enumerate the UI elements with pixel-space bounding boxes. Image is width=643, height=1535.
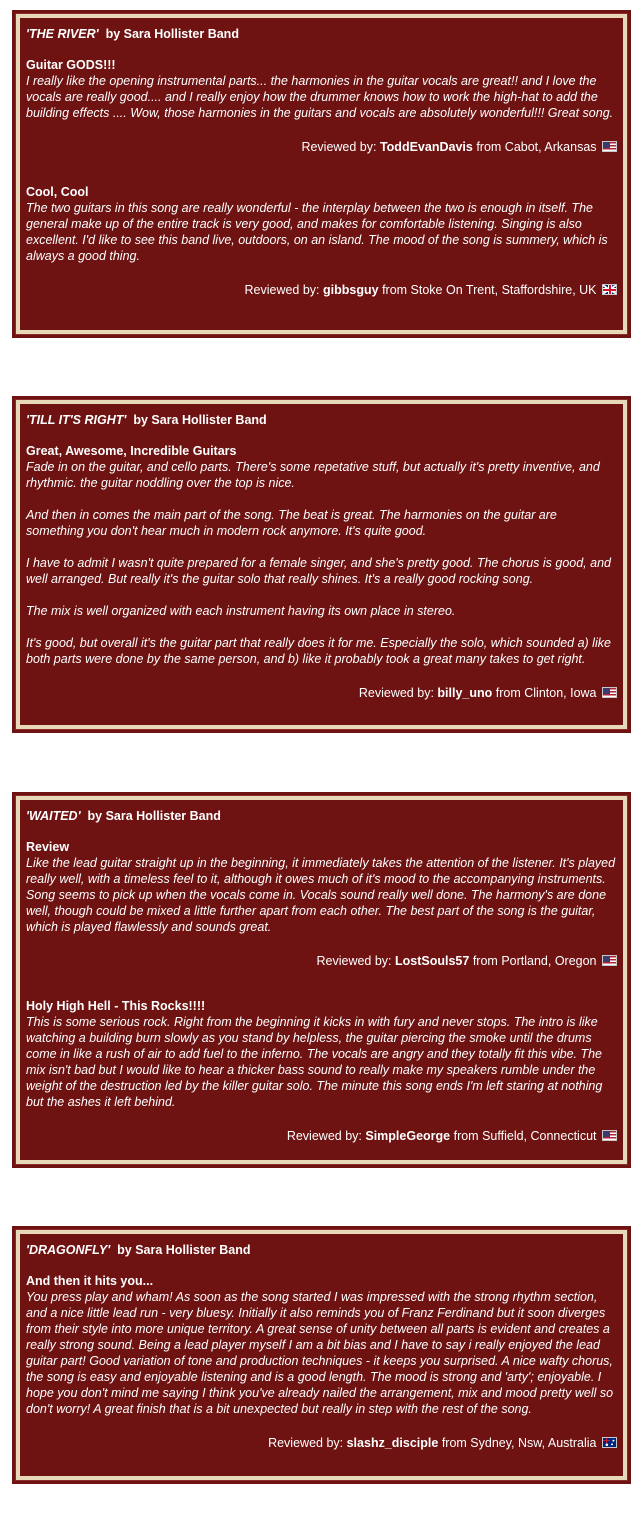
review-title: Cool, Cool [26, 185, 89, 199]
song-review-card [12, 10, 631, 338]
reviewer-name[interactable]: slashz_disciple [346, 1436, 439, 1450]
reviewer-line [26, 1128, 617, 1144]
review-paragraph: Fade in on the guitar, and cello parts. There's some repetative stuff, but actually it's pretty inventive, and rhythmic. the guitar noddling over the top is nice. [26, 460, 600, 490]
review-body [26, 1289, 617, 1417]
card-header [26, 413, 617, 428]
review [26, 840, 617, 969]
us-flag-icon [602, 1130, 617, 1141]
from-label: from [472, 954, 498, 968]
reviewer-location: Stoke On Trent, Staffordshire, UK [410, 283, 597, 297]
review-paragraph: Like the lead guitar straight up in the beginning, it immediately takes the attention of the listener. It's played really well, with a timeless feel to it, although it owes much of it's mood to the accompanying instruments. Song seems to pick up when the vocals come in. Vocals sound really well done. The harmony's are done well, though could be mixed a little further apart from each other. The best part of the song is the guitar, which is played flawlessly and sounds great. [26, 856, 616, 934]
review-paragraph: The two guitars in this song are really wonderful - the interplay between the two is enough in itself. The general make up of the entire track is very good, and makes for comfortable listening. Singing is also excellent. I'd like to see this band live, outdoors, on an island. The mood of the song is summery, which is always a good thing. [26, 201, 608, 263]
card-frame [16, 796, 627, 1164]
song-review-card [12, 1226, 631, 1484]
us-flag-icon [602, 687, 617, 698]
review-entries [26, 444, 617, 701]
reviewer-line [26, 139, 617, 155]
band-credit: by Sara Hollister Band [117, 1243, 251, 1257]
card-header [26, 27, 617, 42]
review-body [26, 73, 617, 121]
reviewed-by-label: Reviewed by: [286, 1129, 362, 1143]
review-title: Holy High Hell - This Rocks!!!! [26, 999, 206, 1013]
review [26, 444, 617, 701]
reviewer-name[interactable]: billy_uno [437, 686, 493, 700]
from-label: from [495, 686, 521, 700]
reviewed-by-label: Reviewed by: [316, 954, 392, 968]
reviewed-by-label: Reviewed by: [301, 140, 377, 154]
song-review-card [12, 396, 631, 733]
reviewer-name[interactable]: SimpleGeorge [365, 1129, 451, 1143]
review-title: Review [26, 840, 70, 854]
song-title: 'THE RIVER' [26, 27, 99, 41]
reviewer-name[interactable]: LostSouls57 [395, 954, 470, 968]
reviewer-location: Portland, Oregon [501, 954, 597, 968]
band-credit: by Sara Hollister Band [105, 27, 239, 41]
from-label: from [476, 140, 502, 154]
review-entries [26, 58, 617, 298]
review-entries [26, 840, 617, 1144]
reviewed-by-label: Reviewed by: [268, 1436, 344, 1450]
band-credit: by Sara Hollister Band [133, 413, 267, 427]
card-header [26, 809, 617, 824]
review-body [26, 200, 617, 264]
from-label: from [441, 1436, 467, 1450]
review-body [26, 459, 617, 667]
review-paragraph: You press play and wham! As soon as the song started I was impressed with the strong rhythm section, and a nice little lead run - very bluesy. Initially it also reminds you of Franz Ferdinand but it soon diverges from their style into more unique territory. A great sense of unity between all parts is evident and creates a really strong sound. Being a lead player myself I am a bit bias and I have to say i really enjoyed the lead guitar part! Good variation of tone and production techniques - it keeps you surprised. A nice wafty chorus, the song is easy and enjoyable listening and is a good length. The mood is strong and 'arty'; enjoyable. I hope you don't mind me saying I think you've already nailed the arrangement, mix and mood pretty well so don't worry! A great finish that is a bit unexpected but really in step with the rest of the song. [26, 1290, 614, 1416]
review-body [26, 1014, 617, 1110]
review-paragraph: The mix is well organized with each instrument having its own place in stereo. [26, 604, 456, 618]
from-label: from [382, 283, 408, 297]
uk-flag-icon [602, 284, 617, 295]
review [26, 58, 617, 155]
reviewer-name[interactable]: ToddEvanDavis [379, 140, 473, 154]
us-flag-icon [602, 141, 617, 152]
reviewer-location: Clinton, Iowa [524, 686, 597, 700]
song-title: 'DRAGONFLY' [26, 1243, 111, 1257]
reviewer-location: Sydney, Nsw, Australia [470, 1436, 597, 1450]
reviewer-line [26, 685, 617, 701]
card-frame [16, 400, 627, 729]
review-entries [26, 1274, 617, 1451]
reviewer-location: Cabot, Arkansas [504, 140, 597, 154]
review [26, 1274, 617, 1451]
review-paragraph: I really like the opening instrumental parts... the harmonies in the guitar vocals are great!! and I love the vocals are really good.... and I really enjoy how the drummer knows how to work the high-hat to add the building effects .... Wow, those harmonies in the guitars and vocals are absolutely wonderful!!! Great song. [26, 74, 614, 120]
from-label: from [453, 1129, 479, 1143]
reviewer-line [26, 282, 617, 298]
review-title: Great, Awesome, Incredible Guitars [26, 444, 237, 458]
card-header [26, 1243, 617, 1258]
reviewer-line [26, 953, 617, 969]
review [26, 999, 617, 1144]
review-body [26, 855, 617, 935]
review-title: And then it hits you... [26, 1274, 154, 1288]
card-frame [16, 1230, 627, 1480]
review-title: Guitar GODS!!! [26, 58, 116, 72]
review [26, 185, 617, 298]
reviewer-location: Suffield, Connecticut [482, 1129, 597, 1143]
card-frame [16, 14, 627, 334]
song-title: 'WAITED' [26, 809, 81, 823]
song-title: 'TILL IT'S RIGHT' [26, 413, 127, 427]
australia-flag-icon [602, 1437, 617, 1448]
reviewer-name[interactable]: gibbsguy [323, 283, 379, 297]
review-paragraph: This is some serious rock. Right from the beginning it kicks in with fury and never stops. The intro is like watching a building burn slowly as you stand by helpless, the guitar piercing the smoke until the drums come in like a rush of air to add fuel to the inferno. The vocals are angry and they totally fit this vibe. The mix isn't bad but I would like to hear a thicker bass sound to really make my speakers rumble under the weight of the destruction led by the killer guitar solo. The minute this song ends I'm left staring at nothing but the ashes it left behind. [26, 1015, 603, 1109]
review-paragraph: I have to admit I wasn't quite prepared for a female singer, and she's pretty good. The chorus is good, and well arranged. But really it's the guitar solo that really shines. It's a really good rocking song. [26, 556, 611, 586]
review-paragraph: It's good, but overall it's the guitar part that really does it for me. Especially the solo, which sounded a) like both parts were done by the same person, and b) like it probably took a great many takes to get right. [26, 636, 611, 666]
reviewer-line [26, 1435, 617, 1451]
song-review-card [12, 792, 631, 1168]
reviewed-by-label: Reviewed by: [358, 686, 434, 700]
review-paragraph: And then in comes the main part of the song. The beat is great. The harmonies on the guitar are something you don't hear much in modern rock anymore. It's quite good. [26, 508, 557, 538]
band-credit: by Sara Hollister Band [87, 809, 221, 823]
us-flag-icon [602, 955, 617, 966]
reviewed-by-label: Reviewed by: [244, 283, 320, 297]
